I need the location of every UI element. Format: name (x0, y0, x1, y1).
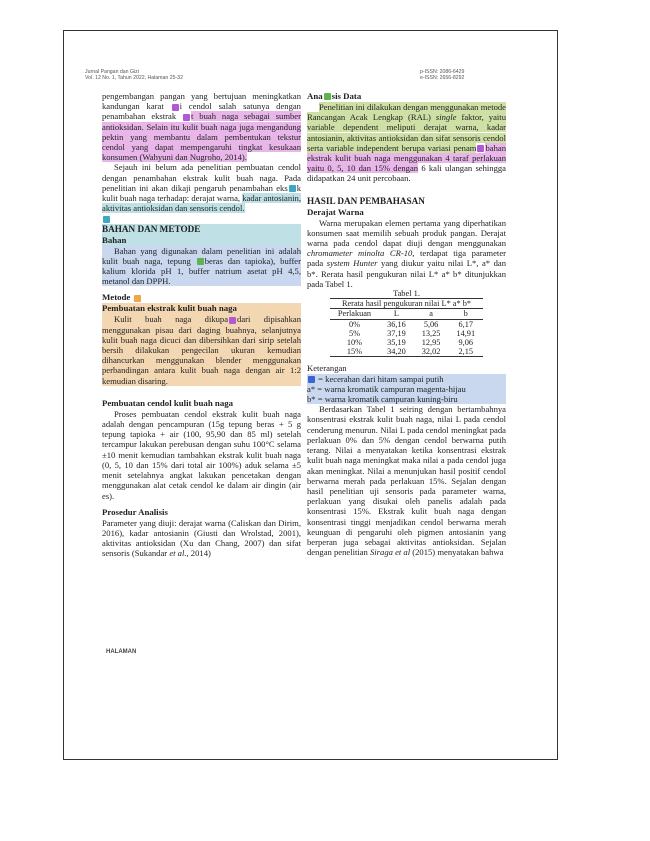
heading-pembuatan-ekstrak: Pembuatan ekstrak kulit buah naga (102, 303, 301, 314)
annotation-marker-icon (229, 317, 236, 324)
annotation-marker-icon (289, 185, 296, 192)
annotation-marker-icon (197, 258, 204, 265)
annotation-marker-icon (308, 376, 315, 383)
table-title: Tabel 1. (393, 289, 420, 299)
heading-bahan: Bahan (102, 235, 301, 246)
right-column (307, 91, 506, 557)
table-header: b (448, 309, 483, 319)
left-column (102, 91, 301, 559)
heading-prosedur-analisis: Prosedur Analisis (102, 506, 168, 517)
annotation-marker-icon (477, 145, 484, 152)
annotation-marker-icon (183, 114, 190, 121)
ekstrak-paragraph: Kulit buah naga dikupa dari dipisahkan menggunakan pisau dari daging buahnya, selanjutnya kulit buah naga dicuci dan dibersihkan dari sirip setelah bersih dilakukan pengecilan ukuran kemudian dihancurkan menggunakan blender menggunakan perbandingan antara kulit buah naga dengan air 1:2 kemudian disaring. (102, 314, 301, 386)
table-row: 5% 37,19 13,25 14,91 (348, 328, 476, 338)
annotation-marker-icon (103, 216, 110, 223)
heading-hasil-pembahasan: HASIL DAN PEMBAHASAN (307, 195, 425, 206)
heading-bahan-dan-metode: BAHAN DAN METODE (102, 224, 301, 235)
keterangan-item: b* = warna kromatik campuran kuning-biru (307, 394, 506, 404)
heading-pembuatan-cendol: Pembuatan cendol kulit buah naga (102, 397, 234, 408)
bahan-paragraph: Bahan yang digunakan dalam penelitian ini adalah kulit buah naga, tepung beras dan tapioka), buffer kalium klorida pH 1, buffer natrium asetat pH 4,5, metanol dan DPPH. (102, 245, 301, 287)
keterangan-item: = kecerahan dari hitam sampai putih (307, 374, 506, 384)
table-header: Perlakuan (330, 309, 379, 319)
document-page (63, 30, 558, 760)
table-row: 0% 36,16 5,06 6,17 (348, 319, 474, 329)
berdasarkan-paragraph: Berdasarkan Tabel 1 seiring dengan bertambahnya konsentrasi ekstrak kulit buah naga, nilai L pada cendol cenderung menurun. Nilai L pada cendol meningkat pada perlakuan 0% dan 5% dengan cendol berwarna putih terang. Nilai a menyatakan ketika konsentrasi ekstrak kulit buah naga meningkat maka nilai a pada cendol juga akan meningkat. Nilai a menunjukan hasil positif cendol berwarna merah pada perlakuan 15%. Sejalan dengan hasil penelitian uji sensoris pada parameter warna, perlakuan yang disukai oleh panelis adalah pada konsentrasi 15%. Ekstrak kulit buah naga dengan konsentrasi tinggi menjadikan cendol berwarna merah keunguan di pengaruhi oleh pigmen antosianin yang berperan juga sebagai aktivitas antioksidan. Sejalan dengan penelitian Siraga et al (2015) menyatakan bahwa (307, 404, 506, 558)
table-row: 15% 34,20 32,02 2,15 (330, 347, 483, 357)
prosedur-paragraph: Parameter yang diuji: derajat warna (Caliskan dan Dirim, 2016), kadar antosianin (Giusti dan Wrolstad, 2001), aktivitas antioksidan (Xu dan Chang, 2007) dan sifat sensoris (Sukandar et al., 2014) (102, 517, 301, 559)
intro-paragraph-1: pengembangan pangan yang bertujuan meningkatkan kandungan karat i cendol salah satunya dengan penambahan ekstrak t buah naga sebagai sumber antioksidan. Selain itu kulit buah naga juga mengandung pektin yang membantu dalam pembentukan tekstur cendol yang dapat mempengaruhi tingkat kesukaan konsumen (Wahyuni dan Nugroho, 2014). (102, 91, 301, 163)
keterangan-title: Keterangan (307, 363, 347, 374)
table-row: 10% 35,19 12,95 9,06 (346, 338, 474, 348)
derajat-paragraph: Warna merupakan elemen pertama yang diperhatikan konsumen saat memilih sebuah produk pangan. Derajat warna pada cendol dapat diuji dengan menggunakan chromameter minolta CR-10, terdapat tiga parameter pada system Hunter yang diukur yaitu nilai L*, a* dan b*. Rerata hasil pengukuran nilai L* a* b* ditunjukkan pada Tabel 1. (307, 217, 506, 289)
page-footer: HALAMAN (106, 649, 137, 655)
running-header-right: p-ISSN: 2086-6429 e-ISSN: 2656-8292 (420, 69, 465, 81)
keterangan-item: a* = warna kromatik campuran magenta-hijau (307, 384, 506, 394)
table-header: L (379, 309, 414, 319)
table-subtitle: Rerata hasil pengukuran nilai L* a* b* (330, 299, 483, 309)
cendol-paragraph: Proses pembuatan cendol ekstrak kulit buah naga adalah dengan pencampuran (15g tepung beras + 5 g tepung tapioka + air (100, 95,90 dan 85 ml) setelah tercampur lakukan perebusan dengan suhu 100°C selama ±10 menit kemudian tambahkan ekstrak kulit buah naga (0, 5, 10 dan 15% dari total air 100%) aduk selama ±5 menit setelahnya angkat lakukan pencetakan dengan menggunakan alat cetak cendol ke dalam air dingin (air es). (102, 408, 301, 501)
annotation-marker-icon (134, 295, 141, 302)
table-header: a (414, 309, 449, 319)
heading-analisis-data: Ana sis Data (307, 91, 362, 101)
heading-metode: Metode (102, 292, 301, 303)
heading-derajat-warna: Derajat Warna (307, 206, 364, 217)
annotation-marker-icon (172, 104, 179, 111)
annotation-marker-icon (324, 93, 331, 100)
intro-paragraph-2: Sejauh ini belum ada penelitian pembuatan cendol dengan penambahan ekstrak kulit buah naga. Pada penelitian ini akan dikaji pengaruh penambahan eks k kulit buah naga terhadap: derajat warna, kadar antosianin, aktivitas antioksidan dan sensoris cendol. (102, 162, 301, 214)
running-header-left: Jurnal Pangan dan Gizi Vol. 12 No. 1, Tahun 2022, Halaman 25-32 (85, 69, 183, 81)
results-table (330, 289, 483, 357)
analisis-paragraph: Penelitian ini dilakukan dengan menggunakan metode Rancangan Acak Lengkap (RAL) single faktor, yaitu variable dependent meliputi derajat warna, kadar antosianin, aktivitas antioksidan dan sifat sensoris cendol serta variable independent berupa variasi penam bahan ekstrak kulit buah naga menggunakan 4 taraf perlakuan yaitu 0, 5, 10 dan 15% dengan 6 kali ulangan sehingga didapatkan 24 unit percobaan. (307, 102, 506, 184)
